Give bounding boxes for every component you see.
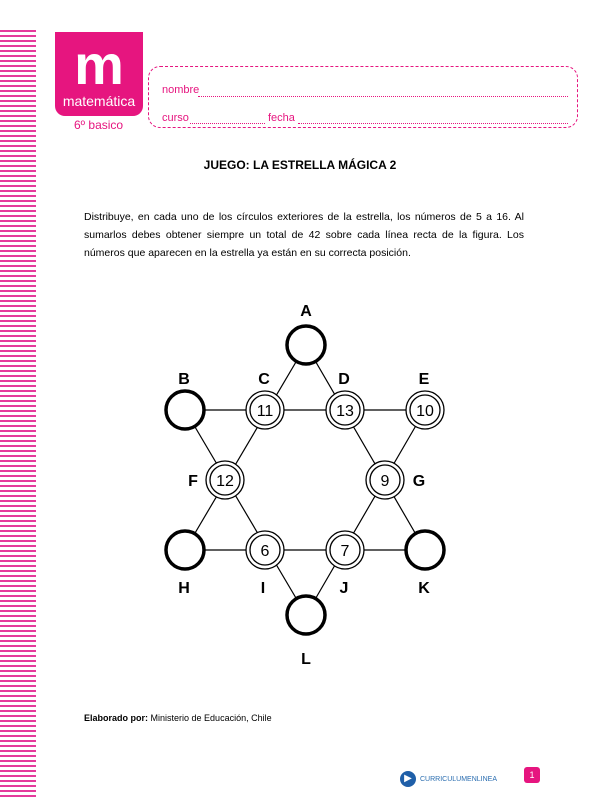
star-line (306, 345, 425, 550)
star-node-f[interactable] (206, 461, 244, 499)
credit-prefix: Elaborado por: (84, 713, 149, 723)
node-label: K (418, 580, 430, 597)
credit (84, 713, 272, 723)
star-node-j[interactable] (326, 531, 364, 569)
star-node-a[interactable] (287, 326, 325, 364)
node-label: E (418, 371, 430, 388)
node-value: 9 (380, 473, 390, 490)
footer-brand: CURRICULUMENLINEA (420, 775, 498, 783)
logo-subject: matemática (62, 93, 136, 109)
grade-label: 6º basico (74, 118, 124, 132)
star-node-h[interactable] (166, 531, 204, 569)
star-node-i[interactable] (246, 531, 284, 569)
node-label: G (412, 473, 426, 490)
node-label: C (258, 371, 270, 388)
node-value: 13 (336, 403, 354, 420)
name-label: nombre (162, 84, 200, 96)
node-value: 12 (216, 473, 234, 490)
page-number: 1 (524, 767, 540, 783)
star-line (185, 345, 306, 550)
star-line (185, 410, 306, 615)
node-label: F (188, 473, 198, 490)
page-title: JUEGO: LA ESTRELLA MÁGICA 2 (203, 158, 397, 172)
star-line (306, 410, 425, 615)
star-node-l[interactable] (287, 596, 325, 634)
node-label: H (178, 580, 190, 597)
node-value: 11 (256, 403, 274, 420)
star-node-k[interactable] (406, 531, 444, 569)
star-node-d[interactable] (326, 391, 364, 429)
star-node-g[interactable] (366, 461, 404, 499)
node-label: I (260, 580, 266, 597)
instructions: Distribuye, en cada uno de los círculos exteriores de la estrella, los números de 5 a 16. Al sumarlos debes obtener siempre un total de 42 sobre cada línea recta de la figura. Los números que aparecen en la estrella ya están en su correcta posición. (84, 211, 524, 259)
node-value: 6 (260, 543, 270, 560)
node-label: J (339, 580, 349, 597)
footer-logo (400, 771, 497, 787)
course-label: curso (162, 112, 189, 124)
node-label: D (338, 371, 350, 388)
node-label: B (178, 371, 190, 388)
star-node-e[interactable] (406, 391, 444, 429)
date-label: fecha (268, 112, 295, 124)
star-node-b[interactable] (166, 391, 204, 429)
node-label: A (300, 303, 312, 320)
logo-letter: m (74, 33, 124, 96)
node-value: 10 (416, 403, 434, 420)
star-node-c[interactable] (246, 391, 284, 429)
play-icon: ▶ (400, 771, 416, 787)
credit-author: Ministerio de Educación, Chile (150, 713, 272, 723)
node-value: 7 (340, 543, 350, 560)
node-label: L (301, 651, 311, 668)
